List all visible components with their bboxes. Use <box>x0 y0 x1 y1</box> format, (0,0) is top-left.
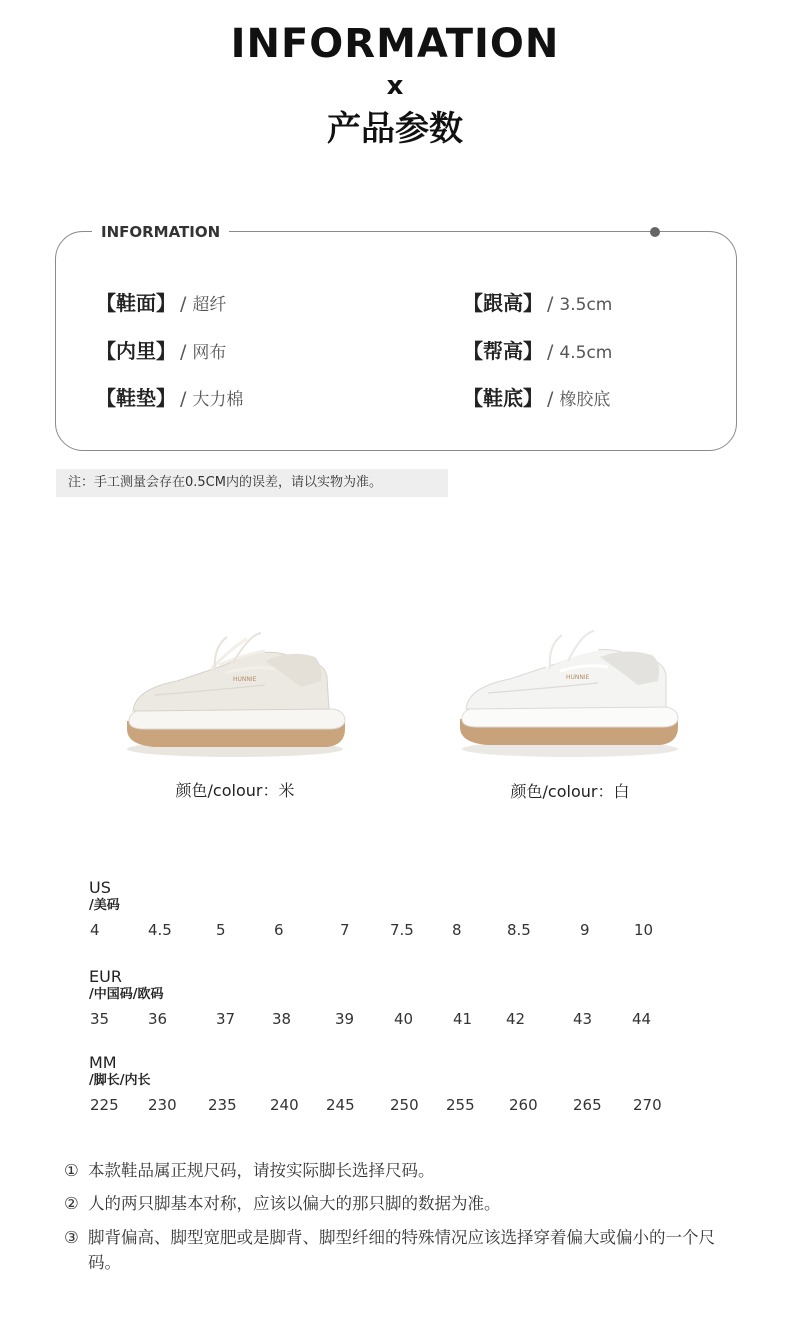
svg-text:HUNNIE: HUNNIE <box>233 676 257 683</box>
shoe-image-beige <box>115 625 355 765</box>
size-cell-us: 5 <box>216 921 226 939</box>
spec-value: 橡胶底 <box>559 390 611 410</box>
tip-number: ① <box>64 1161 79 1180</box>
spec-sep: / <box>547 388 554 410</box>
page-title: INFORMATION <box>230 21 560 67</box>
spec-sep: / <box>547 341 554 363</box>
spec-key: 【跟高】 <box>463 291 543 315</box>
tip-2 <box>64 1191 744 1216</box>
size-cell-eur: 41 <box>453 1010 473 1028</box>
size-cell-eur: 38 <box>272 1010 292 1028</box>
size-cell-eur: 36 <box>148 1010 168 1028</box>
size-cell-eur: 40 <box>394 1010 414 1028</box>
size-row-eur-sublabel: /中国码/欧码 <box>89 987 164 1002</box>
size-cell-us: 6 <box>274 921 284 939</box>
size-cell-us: 8 <box>452 921 462 939</box>
tip-text: 人的两只脚基本对称，应该以偏大的那只脚的数据为准。 <box>88 1194 501 1213</box>
tip-3 <box>64 1225 744 1275</box>
shoe-image-white <box>450 625 690 765</box>
size-cell-us: 4 <box>90 921 100 939</box>
tip-text: 本款鞋品属正规尺码，请按实际脚长选择尺码。 <box>88 1161 435 1180</box>
spec-sep: / <box>547 293 554 315</box>
spec-value: 网布 <box>192 343 227 363</box>
spec-key: 【帮高】 <box>463 339 543 363</box>
spec-value: 大力棉 <box>192 390 244 410</box>
measurement-note: 注：手工测量会存在0.5CM内的误差，请以实物为准。 <box>56 469 448 497</box>
spec-heel-height <box>463 290 612 318</box>
size-cell-mm: 245 <box>326 1096 355 1114</box>
spec-upper <box>96 290 226 318</box>
size-cell-us: 9 <box>580 921 590 939</box>
spec-sep: / <box>180 293 187 315</box>
size-cell-us: 10 <box>634 921 654 939</box>
size-row-eur-label: EUR <box>89 967 122 986</box>
spec-value: 4.5cm <box>559 343 613 363</box>
spec-outsole <box>463 385 610 413</box>
size-row-mm-label: MM <box>89 1053 117 1072</box>
size-cell-eur: 39 <box>335 1010 355 1028</box>
spec-sep: / <box>180 388 187 410</box>
tip-text: 脚背偏高、脚型宽肥或是脚背、脚型纤细的特殊情况应该选择穿着偏大或偏小的一个尺码。 <box>88 1228 715 1272</box>
info-dot-icon <box>650 227 660 237</box>
spec-key: 【鞋垫】 <box>96 386 176 410</box>
size-cell-mm: 250 <box>390 1096 419 1114</box>
size-cell-mm: 225 <box>90 1096 119 1114</box>
size-row-us-sublabel: /美码 <box>89 898 120 913</box>
tip-number: ② <box>64 1194 79 1213</box>
size-cell-us: 7.5 <box>390 921 414 939</box>
size-cell-us: 7 <box>340 921 350 939</box>
size-row-mm-sublabel: /脚长/内长 <box>89 1073 151 1088</box>
size-cell-mm: 265 <box>573 1096 602 1114</box>
info-panel-label: INFORMATION <box>92 221 229 243</box>
size-row-us-label: US <box>89 878 111 897</box>
size-cell-mm: 255 <box>446 1096 475 1114</box>
colour-caption-white: 颜色/colour：白 <box>510 782 630 801</box>
size-cell-mm: 230 <box>148 1096 177 1114</box>
size-cell-eur: 43 <box>573 1010 593 1028</box>
spec-insole <box>96 385 243 413</box>
spec-key: 【鞋底】 <box>463 386 543 410</box>
size-cell-mm: 270 <box>633 1096 662 1114</box>
size-cell-mm: 260 <box>509 1096 538 1114</box>
colour-caption-beige: 颜色/colour：米 <box>175 781 295 800</box>
spec-value: 3.5cm <box>559 295 613 315</box>
spec-sep: / <box>180 341 187 363</box>
size-cell-eur: 42 <box>506 1010 526 1028</box>
size-cell-mm: 235 <box>208 1096 237 1114</box>
spec-lining <box>96 338 226 366</box>
size-cell-eur: 37 <box>216 1010 236 1028</box>
page-subtitle: 产品参数 <box>327 109 463 149</box>
size-cell-us: 8.5 <box>507 921 531 939</box>
svg-text:HUNNIE: HUNNIE <box>566 674 590 681</box>
spec-value: 超纤 <box>192 295 227 315</box>
size-cell-us: 4.5 <box>148 921 172 939</box>
size-cell-eur: 35 <box>90 1010 110 1028</box>
spec-key: 【鞋面】 <box>96 291 176 315</box>
spec-key: 【内里】 <box>96 339 176 363</box>
size-cell-eur: 44 <box>632 1010 652 1028</box>
title-x: x <box>386 71 404 101</box>
tip-number: ③ <box>64 1228 79 1247</box>
size-cell-mm: 240 <box>270 1096 299 1114</box>
tip-1 <box>64 1158 744 1183</box>
spec-shaft-height <box>463 338 612 366</box>
